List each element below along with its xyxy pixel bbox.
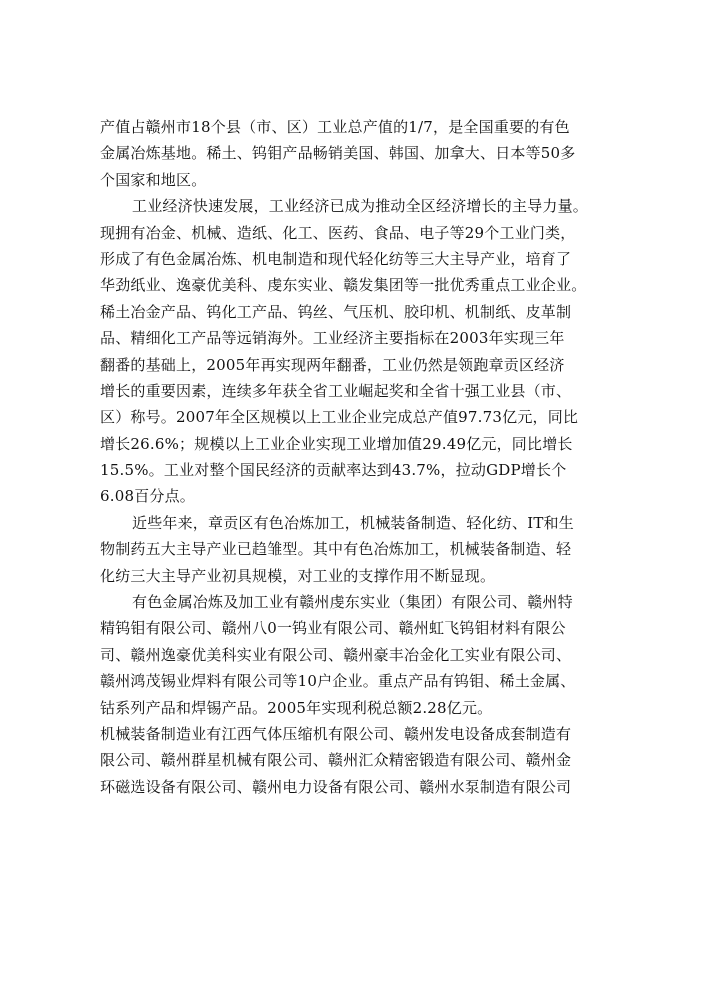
text-line: 赣州鸿茂锡业焊料有限公司等10户企业。重点产品有钨钼、稀土金属、 <box>100 672 576 691</box>
text-line: 现拥有冶金、机械、造纸、化工、医药、食品、电子等29个工业门类， <box>100 223 576 242</box>
text-line: 限公司、赣州群星机械有限公司、赣州汇众精密锻造有限公司、赣州金 <box>100 751 572 770</box>
text-line: 产值占赣州市18个县（市、区）工业总产值的1/7，是全国重要的有色 <box>100 118 570 136</box>
text-line: 工业经济快速发展，工业经济已成为推动全区经济增长的主导力量。 <box>132 197 589 216</box>
text-line: 物制药五大主导产业已趋雏型。其中有色冶炼加工，机械装备制造、轻 <box>100 540 572 559</box>
text-line: 环磁选设备有限公司、赣州电力设备有限公司、赣州水泵制造有限公司 <box>100 777 572 796</box>
text-line: 钴系列产品和焊锡产品。2005年实现利税总额2.28亿元。 <box>100 698 493 717</box>
text-line: 机械装备制造业有江西气体压缩机有限公司、赣州发电设备成套制造有 <box>100 724 572 743</box>
text-line: 增长的重要因素，连续多年获全省工业崛起奖和全省十强工业县（市、 <box>100 381 572 400</box>
text-line: 形成了有色金属冶炼、机电制造和现代轻化纺等三大主导产业，培育了 <box>100 249 572 268</box>
text-line: 增长26.6%；规模以上工业企业实现工业增加值29.49亿元，同比增长 <box>100 434 573 453</box>
text-line: 6.08百分点。 <box>100 487 195 506</box>
text-line: 个国家和地区。 <box>100 170 207 189</box>
document-body <box>100 114 625 800</box>
paragraph-1 <box>100 114 625 193</box>
text-line: 近些年来，章贡区有色冶炼加工，机械装备制造、轻化纺、IT和生 <box>132 513 574 532</box>
paragraph-2 <box>100 193 625 510</box>
text-line: 精钨钼有限公司、赣州八0一钨业有限公司、赣州虹飞钨钼材料有限公 <box>100 619 566 638</box>
text-line: 翻番的基础上，2005年再实现两年翻番，工业仍然是领跑章贡区经济 <box>100 355 565 374</box>
text-line: 司、赣州逸豪优美科实业有限公司、赣州豪丰冶金化工实业有限公司、 <box>100 645 572 664</box>
text-line: 稀土冶金产品、钨化工产品、钨丝、气压机、胶印机、机制纸、皮革制 <box>100 302 572 321</box>
text-line: 区）称号。2007年全区规模以上工业企业完成总产值97.73亿元，同比 <box>100 408 579 427</box>
paragraph-4 <box>100 589 625 721</box>
text-line: 金属冶炼基地。稀土、钨钼产品畅销美国、韩国、加拿大、日本等50多 <box>100 144 576 163</box>
text-line: 有色金属冶炼及加工业有赣州虔东实业（集团）有限公司、赣州特 <box>132 593 573 612</box>
text-line: 品、精细化工产品等远销海外。工业经济主要指标在2003年实现三年 <box>100 329 565 348</box>
text-line: 化纺三大主导产业初具规模，对工业的支撑作用不断显现。 <box>100 566 496 585</box>
text-line: 华劲纸业、逸豪优美科、虔东实业、赣发集团等一批优秀重点工业企业。 <box>100 276 587 295</box>
paragraph-3 <box>100 510 625 589</box>
paragraph-5 <box>100 721 625 800</box>
text-line: 15.5%。工业对整个国民经济的贡献率达到43.7%，拉动GDP增长个 <box>100 461 567 480</box>
